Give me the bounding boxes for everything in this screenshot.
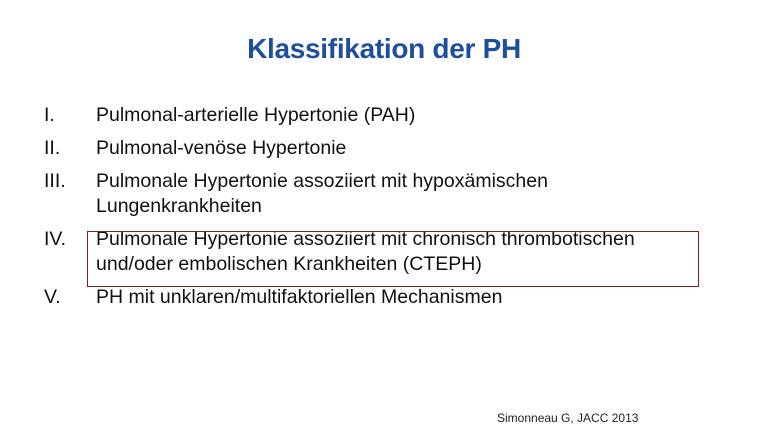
item-text-line: Pulmonal-arterielle Hypertonie (PAH) [96,104,416,126]
item-text [96,285,724,310]
item-text [96,169,724,219]
item-numeral: I. [44,104,55,126]
citation: Simonneau G, JACC 2013 [497,411,639,425]
item-text-line: Lungenkrankheiten [96,195,262,217]
item-text-line: Pulmonale Hypertonie assoziiert mit hypoxämischen [96,170,548,192]
item-numeral: III. [44,170,66,192]
item-text-line: Pulmonal-venöse Hypertonie [96,137,347,159]
slide-title: Klassifikation der PH [247,33,521,64]
item-numeral: II. [44,137,61,159]
highlight-box-cteph [87,231,699,287]
list-item-1 [44,103,724,128]
item-text [96,136,724,161]
item-text-line: PH mit unklaren/multifaktoriellen Mechanismen [96,286,503,308]
item-numeral: V. [44,286,61,308]
item-text-line: Pulmonale Hypertonie assoziiert mit chronisch thrombotischen [96,228,635,250]
item-numeral: IV. [44,228,67,250]
item-text [96,103,724,128]
list-item-3 [44,169,724,219]
list-item-2 [44,136,724,161]
list-item-5 [44,285,724,310]
item-text-line: und/oder embolischen Krankheiten (CTEPH) [96,253,482,275]
